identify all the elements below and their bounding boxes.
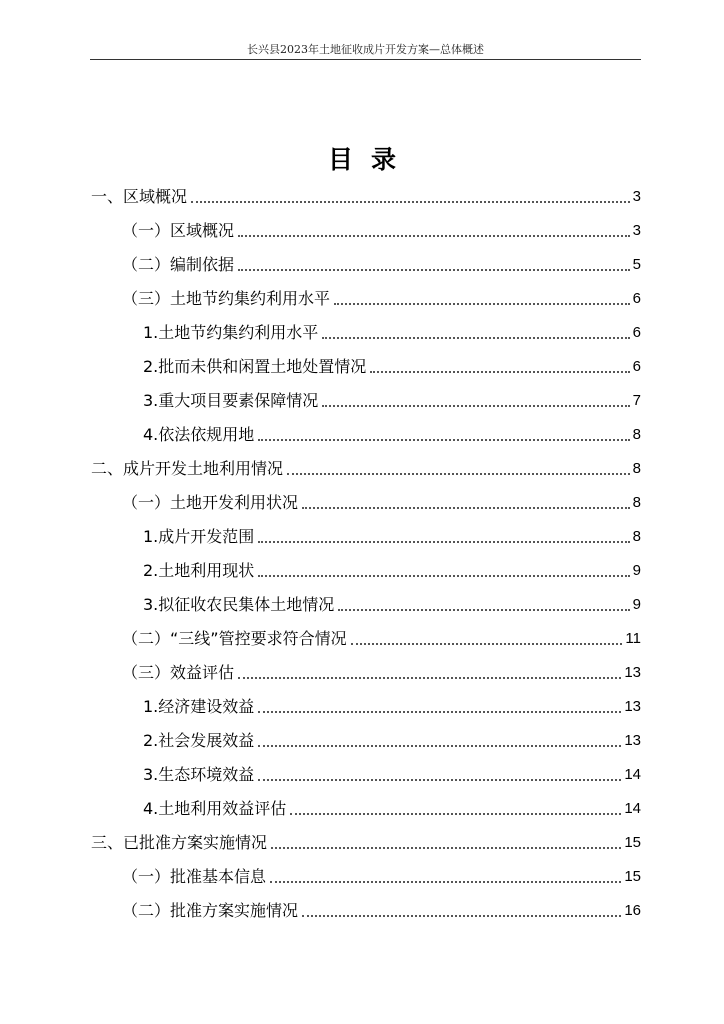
dot-leader	[238, 269, 630, 271]
toc-entry-level3[interactable]	[143, 590, 641, 616]
toc-title: 目录	[327, 145, 414, 174]
toc-entry-label: 2.社会发展效益	[143, 731, 255, 750]
toc-entry-page: 3	[632, 188, 641, 205]
toc-entry-page: 9	[632, 562, 641, 579]
toc-entry-level2[interactable]	[122, 658, 641, 684]
toc-entry-label: 一、区域概况	[91, 187, 188, 206]
toc-entry-page: 13	[624, 732, 641, 749]
dot-leader	[238, 235, 630, 237]
toc-entry-page: 16	[624, 902, 641, 919]
toc-entry-level2[interactable]	[122, 284, 641, 310]
dot-leader	[271, 847, 621, 849]
dot-leader	[258, 779, 621, 781]
toc-entry-level3[interactable]	[143, 556, 641, 582]
toc-entry-page: 8	[632, 426, 641, 443]
toc-entry-page: 9	[632, 596, 641, 613]
toc-entry-label: 1.成片开发范围	[143, 527, 255, 546]
dot-leader	[322, 337, 629, 339]
toc-entry-label: 二、成片开发土地利用情况	[91, 459, 284, 478]
toc-entry-label: 三、已批准方案实施情况	[91, 833, 268, 852]
toc-entry-level3[interactable]	[143, 692, 641, 718]
toc-entry-level3[interactable]	[143, 386, 641, 412]
toc-entry-level2[interactable]	[122, 488, 641, 514]
header-divider	[90, 59, 641, 60]
dot-leader	[290, 813, 621, 815]
toc-entry-page: 3	[632, 222, 641, 239]
toc-entry-label: （三）土地节约集约利用水平	[122, 289, 331, 308]
toc-entry-page: 8	[632, 494, 641, 511]
toc-entry-page: 7	[632, 392, 641, 409]
toc-entry-label: （一）批准基本信息	[122, 867, 267, 886]
toc-entry-page: 6	[632, 358, 641, 375]
dot-leader	[258, 745, 621, 747]
toc-entry-label: 3.重大项目要素保障情况	[143, 391, 319, 410]
toc-entry-level2[interactable]	[122, 250, 641, 276]
toc-entry-page: 6	[632, 290, 641, 307]
dot-leader	[270, 881, 621, 883]
toc-entry-level2[interactable]	[122, 862, 641, 888]
dot-leader	[302, 507, 630, 509]
toc-entry-label: （三）效益评估	[122, 663, 235, 682]
toc-entry-level2[interactable]	[122, 216, 641, 242]
toc-entry-label: 3.生态环境效益	[143, 765, 255, 784]
toc-entry-label: 4.依法依规用地	[143, 425, 255, 444]
toc-entry-level3[interactable]	[143, 522, 641, 548]
dot-leader	[258, 439, 629, 441]
toc-entry-level3[interactable]	[143, 352, 641, 378]
page-header: 长兴县2023年土地征收成片开发方案—总体概述	[247, 43, 484, 56]
toc-entry-page: 15	[624, 868, 641, 885]
dot-leader	[238, 677, 621, 679]
toc-entry-label: （二）编制依据	[122, 255, 235, 274]
dot-leader	[287, 473, 630, 475]
toc-entry-level3[interactable]	[143, 420, 641, 446]
toc-entry-level3[interactable]	[143, 726, 641, 752]
toc-entry-level3[interactable]	[143, 794, 641, 820]
dot-leader	[191, 201, 630, 203]
dot-leader	[351, 643, 623, 645]
toc-entry-label: （一）土地开发利用状况	[122, 493, 299, 512]
toc-entry-page: 8	[632, 528, 641, 545]
dot-leader	[258, 541, 629, 543]
dot-leader	[338, 609, 629, 611]
toc-entry-page: 13	[624, 664, 641, 681]
toc-entry-level1[interactable]	[91, 454, 641, 480]
toc-entry-level1[interactable]	[91, 828, 641, 854]
toc-entry-level2[interactable]	[122, 624, 641, 650]
toc-entry-label: （二）批准方案实施情况	[122, 901, 299, 920]
toc-entry-page: 14	[624, 766, 641, 783]
dot-leader	[334, 303, 630, 305]
toc-entry-page: 5	[632, 256, 641, 273]
dot-leader	[302, 915, 621, 917]
toc-entry-page: 13	[624, 698, 641, 715]
toc-entry-page: 6	[632, 324, 641, 341]
toc-entry-label: 1.经济建设效益	[143, 697, 255, 716]
toc-entry-level3[interactable]	[143, 760, 641, 786]
toc-entry-label: 1.土地节约集约利用水平	[143, 323, 319, 342]
dot-leader	[370, 371, 629, 373]
toc-entry-level3[interactable]	[143, 318, 641, 344]
dot-leader	[258, 711, 621, 713]
toc-entry-label: 3.拟征收农民集体土地情况	[143, 595, 335, 614]
toc-entry-label: 2.土地利用现状	[143, 561, 255, 580]
toc-entry-page: 8	[632, 460, 641, 477]
toc-entry-label: （二）“三线”管控要求符合情况	[122, 629, 347, 648]
toc-entry-page: 15	[624, 834, 641, 851]
toc-entry-label: 2.批而未供和闲置土地处置情况	[143, 357, 367, 376]
toc-entry-level2[interactable]	[122, 896, 641, 922]
toc-entry-label: （一）区域概况	[122, 221, 235, 240]
toc-entry-page: 11	[625, 630, 641, 647]
dot-leader	[322, 405, 629, 407]
dot-leader	[258, 575, 629, 577]
toc-entry-label: 4.土地利用效益评估	[143, 799, 287, 818]
toc-entry-level1[interactable]	[91, 182, 641, 208]
toc-entry-page: 14	[624, 800, 641, 817]
